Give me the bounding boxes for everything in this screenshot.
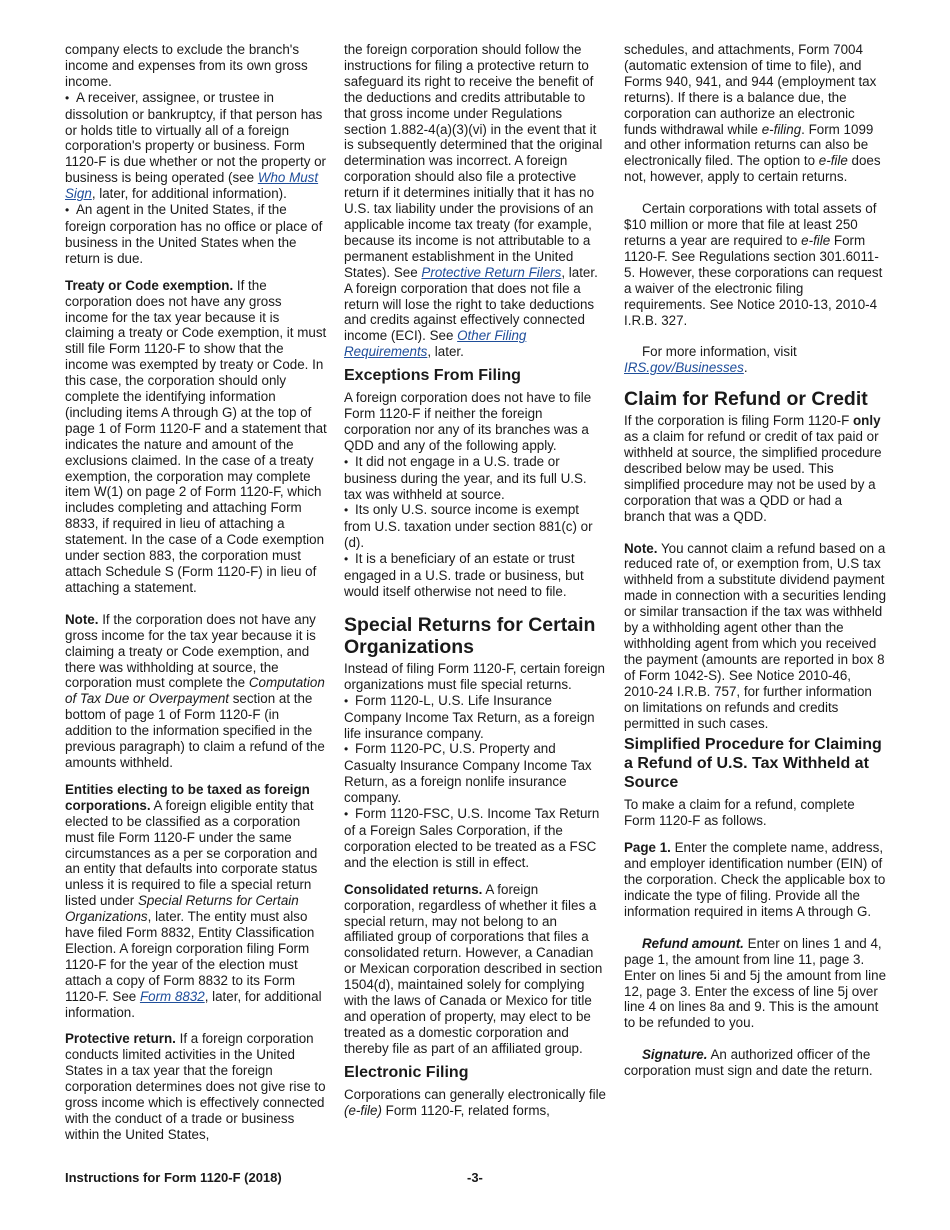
- electronic-filing-paragraph: Corporations can generally electronically file (e-file) Form 1120-F, related forms,: [344, 1086, 606, 1118]
- bullet-agent: • An agent in the United States, if the foreign corporation has no office or place of business in the United States when the return is due.: [65, 202, 327, 267]
- special-bullet-2: • Form 1120-PC, U.S. Property and Casualty Insurance Company Income Tax Return, as a foreign nonlife insurance company.: [344, 741, 606, 806]
- exceptions-intro: A foreign corporation does not have to file Form 1120-F if neither the foreign corporation nor any of its branches was a QDD and any of the following apply.: [344, 390, 592, 453]
- column-1: [65, 42, 327, 1154]
- more-info-paragraph: For more information, visit IRS.gov/Businesses.: [624, 344, 797, 376]
- exceptions-heading: Exceptions From Filing: [344, 367, 521, 385]
- total-assets-paragraph: Certain corporations with total assets of $10 million or more that file at least 250 returns a year are required to e-file Form 1120-F. See Regulations section 301.6011-5. However, these corporations can request a waiver of the electronic filing requirements. See Notice 2010-13, 2010-4 I.R.B. 327.: [624, 201, 883, 328]
- protective-continued-paragraph: the foreign corporation should follow the instructions for filing a protective return to safeguard its right to receive the benefit of the deductions and credits attributable to that gross income under Regulations section 1.882-4(a)(3)(vi) in the event that it is subsequently determined that the original determination was incorrect. A foreign corporation should also file a protective return if it determines initially that it has no U.S. tax liability under the provisions of an applicable income tax treaty (for example, because its income is not attributable to a permanent establishment in the United States). See Protective Return Filers, later. A foreign corporation that does not file a return will lose the right to take deductions and credits against effectively connected income (ECI). See Other Filing Requirements, later.: [344, 42, 603, 360]
- entities-heading: Entities electing to be taxed as foreign corporations.: [65, 781, 310, 813]
- exceptions-bullet-2: • Its only U.S. source income is exempt from U.S. taxation under section 881(c) or (d).: [344, 502, 606, 551]
- consolidated-paragraph: Consolidated returns. A foreign corporation, regardless of whether it files a special return, may not belong to an affiliated group of corporations that files a consolidated return. However, a Canadian or Mexican corporation described in section 1504(d), maintained solely for complying with the laws of Canada or Mexico for title and operation of property, may elect to be treated as a domestic corporation and thereby file as part of an affiliated group.: [344, 881, 603, 1056]
- bullet-receiver: • A receiver, assignee, or trustee in dissolution or bankruptcy, if that person has or holds title to virtually all of a foreign corporation's property or business. Form 1120-F is due whether or not the property or business is being operated (see Who Must Sign, later, for additional information).: [65, 90, 327, 202]
- special-bullet-1: • Form 1120-L, U.S. Life Insurance Company Income Tax Return, as a foreign life insurance company.: [344, 693, 606, 742]
- simplified-intro: To make a claim for a refund, complete Form 1120-F as follows.: [624, 797, 855, 829]
- exceptions-bullet-3: • It is a beneficiary of an estate or trust engaged in a U.S. trade or business, but would itself otherwise not need to file.: [344, 551, 606, 600]
- form-8832-link[interactable]: Form 8832: [139, 988, 205, 1004]
- page1-heading: Page 1.: [624, 840, 671, 856]
- column-2: [344, 42, 606, 1118]
- protective-return-heading: Protective return.: [65, 1031, 176, 1047]
- signature-paragraph: Signature. An authorized officer of the corporation must sign and date the return.: [624, 1047, 873, 1079]
- page1-paragraph: Page 1. Enter the complete name, address, and employer identification number (EIN) of the corporation. Check the applicable box to indicate the type of filing. Provide all the information required in items A through G.: [624, 840, 886, 919]
- refund-amount-heading: Refund amount.: [642, 935, 744, 951]
- note-paragraph: Note. If the corporation does not have any gross income for the tax year because it is claiming a treaty or Code exemption, and there was withholding at source, the corporation must complete the Computation of Tax Due or Overpayment section at the bottom of page 1 of Form 1120-F (in addition to the information specified in the previous paragraph) to claim a refund of the amounts withheld.: [65, 611, 325, 770]
- refund-amount-paragraph: Refund amount. Enter on lines 1 and 4, page 1, the amount from line 11, page 3. Enter on lines 5i and 5j the amount from line 12, page 3. Enter the excess of line 5j over line 4 on lines 8a and 9. This is the amount to be refunded to you.: [624, 935, 887, 1031]
- protective-return-paragraph: Protective return. If a foreign corporation conducts limited activities in the United States in a tax year that the foreign corporation determines does not give rise to gross income which is effectively connected with the conduct of a trade or business within the United States,: [65, 1031, 326, 1142]
- note-heading: Note.: [65, 611, 99, 627]
- irs-businesses-link[interactable]: IRS.gov/Businesses: [624, 360, 744, 376]
- claim-refund-paragraph: If the corporation is filing Form 1120-F only as a claim for refund or credit of tax paid or withheld at source, the simplified procedure described below may be used. This simplified procedure may not be used by a corporation that was a QDD or had a branch that was a QDD.: [624, 413, 882, 524]
- column-3: [624, 42, 886, 1090]
- entities-paragraph: Entities electing to be taxed as foreign corporations. A foreign eligible entity that elected to be classified as a corporation must file Form 1120-F under the same circumstances as a per se corporation and an entity that defaults into corporate status unless it is required to file a special return listed under Special Returns for Certain Organizations, later. The entity must also have filed Form 8832, Entity Classification Election. A foreign corporation filing Form 1120-F for the year of the election must attach a copy of Form 8832 to its Form 1120-F. See Form 8832, later, for additional information.: [65, 781, 322, 1020]
- special-bullet-3: • Form 1120-FSC, U.S. Income Tax Return of a Foreign Sales Corporation, if the corporation elected to be treated as a FSC and the election is still in effect.: [344, 806, 606, 871]
- simplified-procedure-heading: Simplified Procedure for Claiming a Refund of U.S. Tax Withheld at Source: [624, 736, 882, 792]
- exceptions-bullet-1: • It did not engage in a U.S. trade or business during the year, and its full U.S. tax was withheld at source.: [344, 454, 606, 503]
- protective-return-filers-link[interactable]: Protective Return Filers: [421, 264, 562, 280]
- consolidated-heading: Consolidated returns.: [344, 881, 483, 897]
- who-must-sign-link[interactable]: Who Must Sign: [65, 170, 319, 202]
- signature-heading: Signature.: [642, 1047, 708, 1063]
- electronic-filing-heading: Electronic Filing: [344, 1063, 469, 1081]
- footer-title: Instructions for Form 1120-F (2018): [65, 1170, 282, 1185]
- claim-refund-heading: Claim for Refund or Credit: [624, 388, 868, 411]
- treaty-exemption-paragraph: Treaty or Code exemption. If the corporation does not have any gross income for the tax year because it is claiming a treaty or Code exemption, it must still file Form 1120-F to show that the income was exempted by treaty or Code. In this case, the corporation should only complete the identifying information (including items A through G) at the top of page 1 of Form 1120-F and a statement that indicates the nature and amount of the exclusions claimed. In the case of a treaty exemption, the corporation may complete item W(1) on page 2 of Form 1120-F, which includes completing and attaching Form 8833, if required in lieu of attaching a statement. In the case of a Code exemption under section 883, the corporation must attach Schedule S (Form 1120-F) in lieu of attaching a statement.: [65, 277, 327, 595]
- note-refund-paragraph: Note. You cannot claim a refund based on a reduced rate of, or exemption from, U.S tax withheld from a substitute dividend payment made in connection with a securities lending or similar transaction if the tax was withheld by a withholding agent other than the withholding agent from which you received the payment (amounts are reported in box 8 of Form 1042-S). See Notice 2010-46, 2010-24 I.R.B. 757, for further information on limitations on refunds and credits permitted in such cases.: [624, 540, 887, 731]
- note-refund-heading: Note.: [624, 540, 658, 556]
- special-returns-intro: Instead of filing Form 1120-F, certain foreign organizations must file special returns.: [344, 660, 605, 692]
- page-number: -3-: [467, 1170, 483, 1185]
- special-returns-heading: Special Returns for Certain Organizations: [344, 613, 596, 658]
- other-filing-requirements-link[interactable]: Other Filing Requirements: [344, 328, 527, 360]
- treaty-exemption-heading: Treaty or Code exemption.: [65, 277, 234, 293]
- paragraph-continued: company elects to exclude the branch's income and expenses from its own gross income.: [65, 42, 308, 89]
- efile-paragraph: schedules, and attachments, Form 7004 (automatic extension of time to file), and Forms 940, 941, and 944 (employment tax returns). If there is a balance due, the corporation can authorize an electronic funds withdrawal while e-filing. Form 1099 and other information returns can also be electronically filed. The option to e-file does not, however, apply to certain returns.: [624, 42, 881, 185]
